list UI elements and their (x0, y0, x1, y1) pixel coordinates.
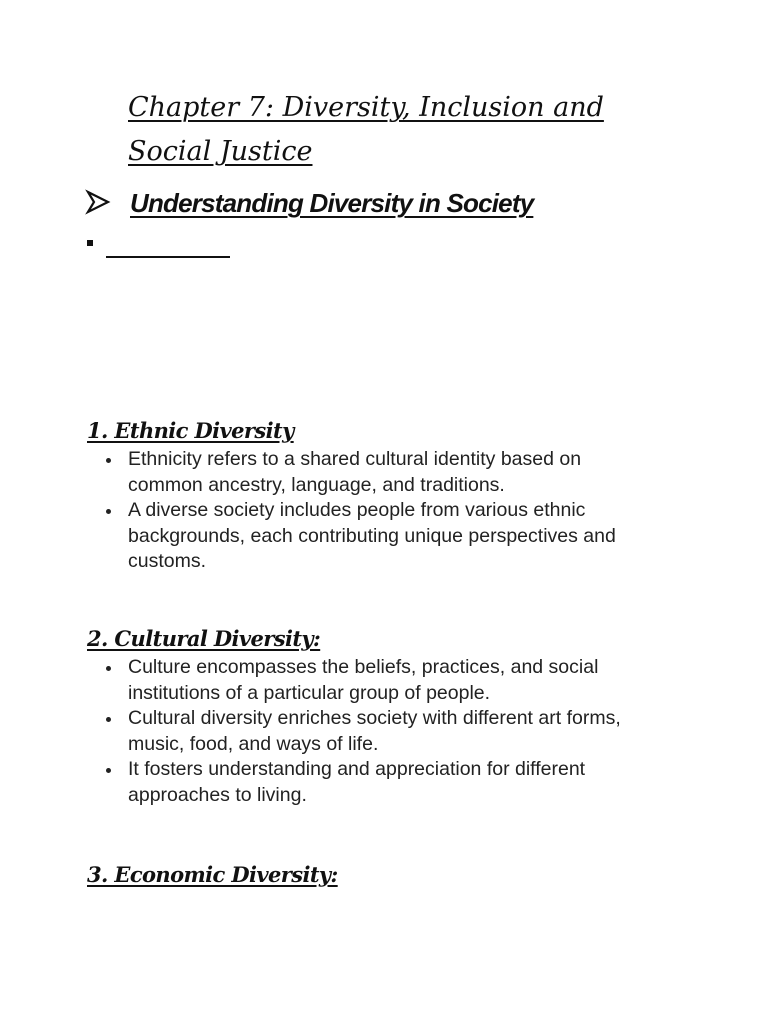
page-title: Chapter 7: Diversity, Inclusion and Social Justice (128, 92, 604, 167)
section-heading-economic-diversity: 3. Economic Diversity: (87, 862, 338, 887)
arrowhead-bullet-icon (84, 188, 112, 216)
square-bullet-icon (87, 240, 93, 246)
section-heading: Understanding Diversity in Society (130, 188, 534, 218)
bullet-dot-icon (106, 666, 111, 671)
bullet-dot-icon (106, 509, 111, 514)
bullet-dot-icon (106, 458, 111, 463)
blank-underline (106, 256, 230, 258)
bullet-dot-icon (106, 717, 111, 722)
list-item: Culture encompasses the beliefs, practices, and social institutions of a particular group of people. (104, 655, 624, 706)
list-item: Cultural diversity enriches society with different art forms, music, food, and ways of life. (104, 706, 624, 757)
list-item: It fosters understanding and appreciation for different approaches to living. (104, 757, 624, 808)
ethnic-diversity-list (104, 447, 624, 575)
section-heading-ethnic-diversity: 1. Ethnic Diversity (87, 418, 294, 443)
cultural-diversity-list (104, 655, 624, 808)
bullet-dot-icon (106, 768, 111, 773)
list-item: Ethnicity refers to a shared cultural identity based on common ancestry, language, and traditions. (104, 447, 624, 498)
list-item: A diverse society includes people from various ethnic backgrounds, each contributing unique perspectives and customs. (104, 498, 624, 575)
section-heading-cultural-diversity: 2. Cultural Diversity: (87, 626, 321, 651)
